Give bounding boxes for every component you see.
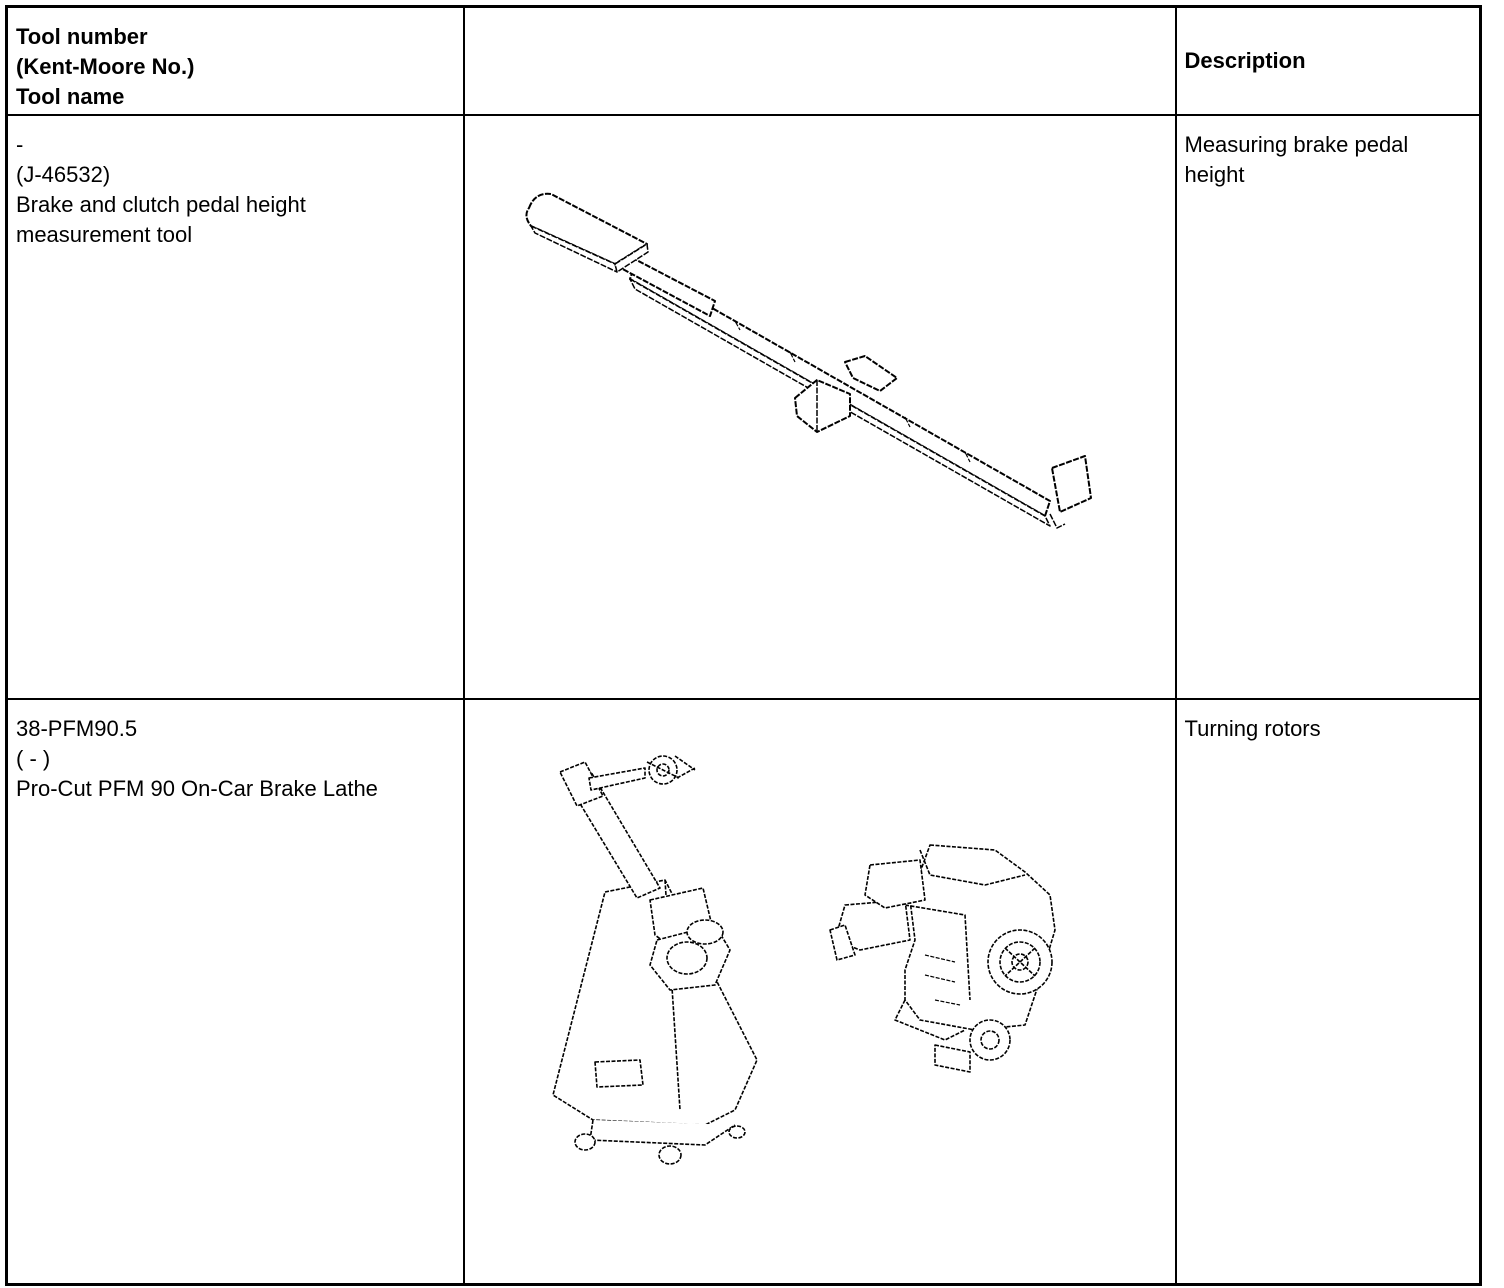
header-kent-moore-no: (Kent-Moore No.) (16, 54, 195, 79)
brake-lathe-icon (465, 700, 1177, 1286)
header-tool-number: Tool number (16, 24, 148, 49)
kent-moore-number: (J-46532) (16, 161, 111, 187)
illustration-cell (464, 699, 1176, 1285)
tool-number: - (16, 131, 24, 157)
header-tool-cell (7, 7, 464, 115)
description-cell (1176, 699, 1481, 1285)
header-tool-name: Tool name (16, 84, 125, 109)
tool-cell (7, 115, 464, 699)
table-header-row (7, 7, 1481, 115)
table-row (7, 699, 1481, 1285)
tool-name: Pro-Cut PFM 90 On-Car Brake Lathe (16, 775, 378, 801)
description-text: Measuring brake pedal (1184, 131, 1409, 157)
special-tools-table (5, 5, 1482, 1286)
table-row (7, 115, 1481, 699)
description-cell (1176, 115, 1481, 699)
header-image-cell (464, 7, 1176, 115)
tool-number: 38-PFM90.5 (16, 715, 138, 741)
kent-moore-number: ( - ) (16, 745, 51, 771)
illustration-cell (464, 115, 1176, 699)
description-text: Turning rotors (1184, 715, 1321, 741)
header-description: Description (1176, 7, 1481, 115)
tool-cell (7, 699, 464, 1285)
description-text: height (1184, 161, 1245, 187)
tool-name: measurement tool (16, 221, 193, 247)
tool-name: Brake and clutch pedal height (16, 191, 306, 217)
pedal-height-gauge-icon (465, 116, 1177, 700)
